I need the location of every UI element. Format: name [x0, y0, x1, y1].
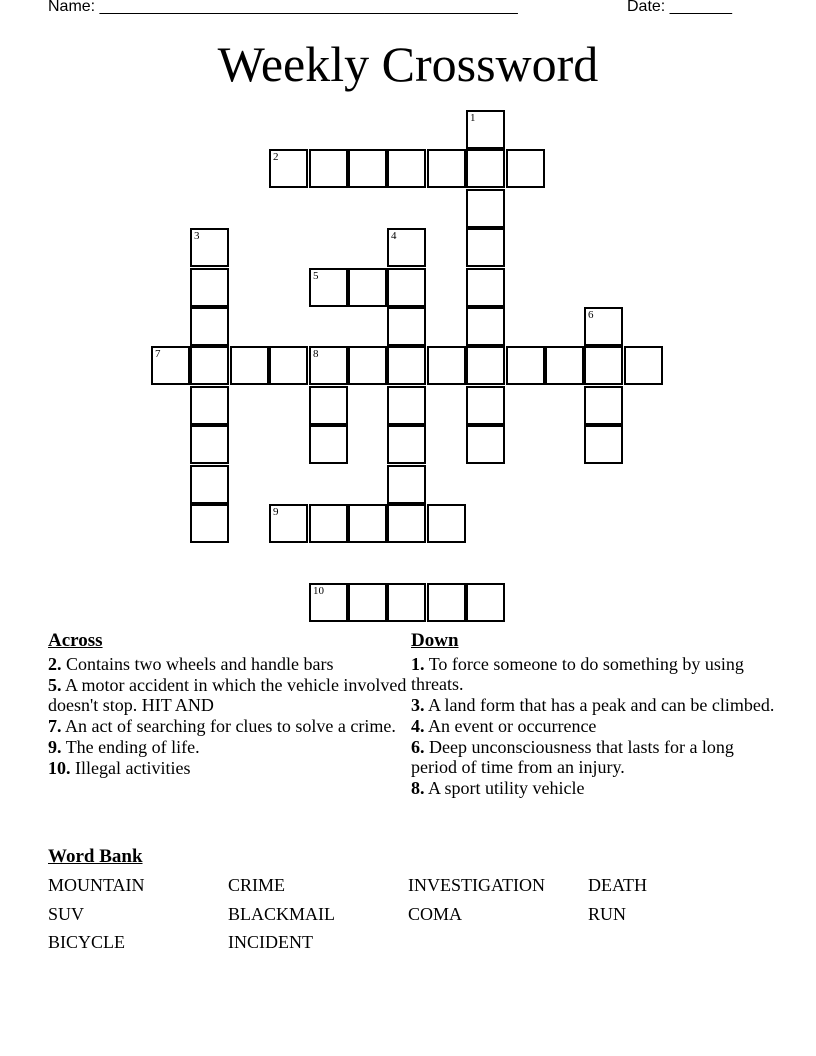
clue-number: 10 — [313, 585, 324, 597]
grid-cell[interactable] — [348, 268, 387, 307]
clue-text: Contains two wheels and handle bars — [66, 654, 334, 674]
down-heading: Down — [411, 630, 459, 651]
grid-cell[interactable] — [309, 149, 348, 188]
grid-cell[interactable] — [190, 268, 229, 307]
grid-cell[interactable] — [466, 425, 505, 464]
grid-cell[interactable] — [151, 346, 190, 385]
grid-cell[interactable] — [387, 504, 426, 543]
word-bank-item: CRIME — [228, 875, 286, 895]
grid-cell[interactable] — [309, 346, 348, 385]
clue-num: 4. — [411, 716, 425, 736]
grid-cell[interactable] — [466, 228, 505, 267]
grid-cell[interactable] — [269, 346, 308, 385]
grid-cell[interactable] — [309, 504, 348, 543]
grid-cell[interactable] — [190, 425, 229, 464]
clue-number: 9 — [273, 506, 279, 518]
grid-cell[interactable] — [466, 307, 505, 346]
grid-cell[interactable] — [348, 149, 387, 188]
grid-cell[interactable] — [230, 346, 269, 385]
grid-cell[interactable] — [624, 346, 663, 385]
grid-cell[interactable] — [387, 346, 426, 385]
date-field-label[interactable]: Date: _______ — [627, 0, 732, 15]
grid-cell[interactable] — [584, 386, 623, 425]
word-bank-item: BLACKMAIL — [228, 903, 335, 924]
clue-text: A sport utility vehicle — [428, 778, 585, 798]
clue-text: A land form that has a peak and can be climbed. — [428, 695, 775, 715]
grid-cell[interactable] — [190, 346, 229, 385]
clue-text: Deep unconsciousness that lasts for a long period of time from an injury. — [411, 737, 734, 777]
word-bank-item: BICYCLE — [48, 932, 126, 952]
clue-number: 8 — [313, 348, 319, 360]
clue-num: 10. — [48, 758, 71, 778]
clue-num: 9. — [48, 737, 62, 757]
clue-num: 2. — [48, 654, 62, 674]
grid-cell[interactable] — [427, 149, 466, 188]
down-clue — [411, 778, 781, 798]
word-bank-item: RUN — [588, 903, 627, 924]
grid-cell[interactable] — [309, 425, 348, 464]
clue-number: 3 — [194, 230, 200, 242]
grid-cell[interactable] — [584, 346, 623, 385]
grid-cell[interactable] — [427, 346, 466, 385]
word-bank-item: INVESTIGATION — [408, 875, 545, 895]
page-title: Weekly Crossword — [217, 36, 599, 92]
clue-num: 8. — [411, 778, 425, 798]
grid-cell[interactable] — [387, 307, 426, 346]
grid-cell[interactable] — [466, 386, 505, 425]
clue-num: 7. — [48, 716, 62, 736]
grid-cell[interactable] — [387, 465, 426, 504]
grid-cell[interactable] — [387, 386, 426, 425]
clue-num: 5. — [48, 675, 62, 695]
grid-cell[interactable] — [309, 268, 348, 307]
grid-cell[interactable] — [387, 149, 426, 188]
across-heading: Across — [48, 630, 103, 651]
grid-cell[interactable] — [466, 149, 505, 188]
clue-text: Illegal activities — [75, 758, 191, 778]
grid-cell[interactable] — [387, 228, 426, 267]
clue-num: 3. — [411, 695, 425, 715]
word-bank-item: MOUNTAIN — [48, 875, 145, 895]
grid-cell[interactable] — [190, 228, 229, 267]
grid-cell[interactable] — [269, 149, 308, 188]
grid-cell[interactable] — [387, 583, 426, 622]
across-clue — [48, 654, 408, 674]
clue-text: The ending of life. — [65, 737, 200, 757]
grid-cell[interactable] — [309, 583, 348, 622]
clue-text: To force someone to do something by using threats. — [411, 654, 744, 694]
grid-cell[interactable] — [545, 346, 584, 385]
down-clue — [411, 695, 781, 715]
grid-cell[interactable] — [269, 504, 308, 543]
across-clue — [48, 675, 408, 715]
grid-cell[interactable] — [190, 386, 229, 425]
grid-cell[interactable] — [466, 583, 505, 622]
grid-cell[interactable] — [584, 307, 623, 346]
clue-num: 6. — [411, 737, 425, 757]
grid-cell[interactable] — [190, 504, 229, 543]
word-bank-title: Word Bank — [48, 846, 143, 867]
grid-cell[interactable] — [387, 268, 426, 307]
grid-cell[interactable] — [348, 346, 387, 385]
clue-text: An act of searching for clues to solve a crime. — [65, 716, 396, 736]
grid-cell[interactable] — [387, 425, 426, 464]
word-bank-item: DEATH — [588, 875, 647, 895]
grid-cell[interactable] — [466, 110, 505, 149]
down-clue — [411, 716, 781, 736]
grid-cell[interactable] — [190, 465, 229, 504]
grid-cell[interactable] — [348, 583, 387, 622]
down-clue — [411, 654, 781, 694]
across-clue — [48, 758, 408, 778]
clue-number: 2 — [273, 151, 279, 163]
grid-cell[interactable] — [506, 346, 545, 385]
grid-cell[interactable] — [466, 189, 505, 228]
word-bank-item: INCIDENT — [228, 932, 313, 952]
across-clue — [48, 737, 408, 757]
clue-number: 5 — [313, 270, 319, 282]
down-clues — [411, 630, 781, 799]
clue-number: 7 — [155, 348, 161, 360]
clue-number: 4 — [391, 230, 397, 242]
grid-cell[interactable] — [584, 425, 623, 464]
across-clue — [48, 716, 408, 736]
clue-text: A motor accident in which the vehicle involved doesn't stop. HIT AND — [48, 675, 407, 715]
word-bank-item: COMA — [408, 903, 463, 924]
clue-num: 1. — [411, 654, 425, 674]
grid-cell[interactable] — [427, 583, 466, 622]
across-clues — [48, 630, 408, 779]
grid-cell[interactable] — [427, 504, 466, 543]
grid-cell[interactable] — [466, 346, 505, 385]
name-field-label[interactable]: Name: _______________________________________________ — [48, 0, 518, 15]
clue-number: 6 — [588, 309, 594, 321]
grid-cell[interactable] — [466, 268, 505, 307]
grid-cell[interactable] — [190, 307, 229, 346]
word-bank-item: SUV — [48, 903, 85, 924]
clue-text: An event or occurrence — [428, 716, 597, 736]
grid-cell[interactable] — [309, 386, 348, 425]
grid-cell[interactable] — [506, 149, 545, 188]
clue-number: 1 — [470, 112, 476, 124]
down-clue — [411, 737, 781, 777]
grid-cell[interactable] — [348, 504, 387, 543]
